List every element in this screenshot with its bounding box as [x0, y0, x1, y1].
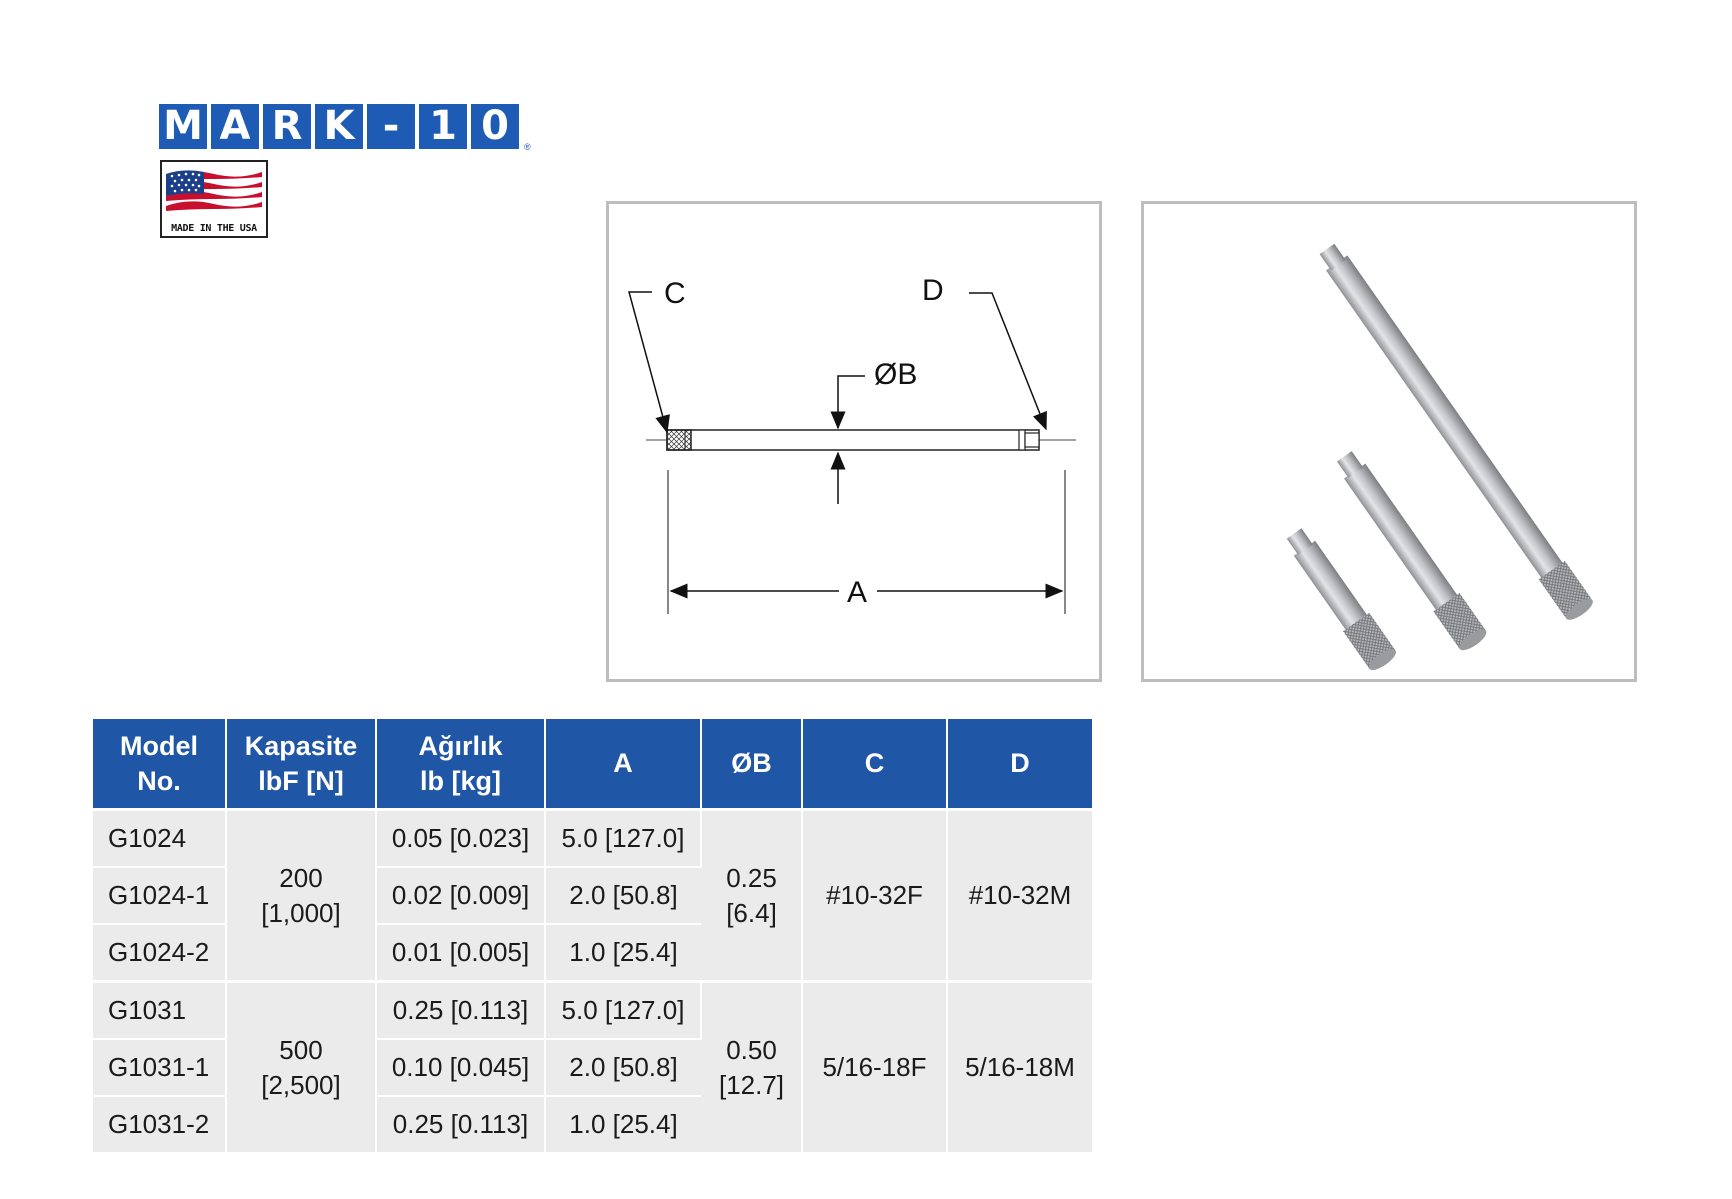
logo-letter: - — [367, 104, 415, 149]
capacity-cell: 200 [1,000] — [226, 810, 376, 982]
model-cell: G1024-2 — [93, 924, 226, 982]
logo-letter: 0 — [471, 104, 519, 149]
long-rod-image — [1314, 240, 1596, 624]
logo-letter: A — [211, 104, 259, 149]
a-cell: 1.0 [25.4] — [545, 924, 701, 982]
header-weight: Ağırlık lb [kg] — [376, 719, 545, 810]
label-a: A — [847, 576, 868, 609]
weight-cell: 0.05 [0.023] — [376, 810, 545, 868]
dimension-diagram-panel — [606, 201, 1102, 682]
a-cell: 2.0 [50.8] — [545, 1039, 701, 1096]
header-b: ØB — [701, 719, 802, 810]
a-cell: 5.0 [127.0] — [545, 810, 701, 868]
model-cell: G1024-1 — [93, 867, 226, 924]
c-cell: 5/16-18F — [802, 982, 947, 1154]
weight-cell: 0.02 [0.009] — [376, 867, 545, 924]
header-model: Model No. — [93, 719, 226, 810]
label-d: D — [922, 274, 944, 307]
label-b: ØB — [874, 358, 918, 391]
header-capacity: Kapasite lbF [N] — [226, 719, 376, 810]
logo-letter: 1 — [419, 104, 467, 149]
us-flag-icon — [164, 164, 264, 222]
made-in-usa-text: MADE IN THE USA — [171, 223, 257, 234]
capacity-cell: 500 [2,500] — [226, 982, 376, 1154]
extension-rods-photo — [1144, 204, 1634, 679]
a-cell: 5.0 [127.0] — [545, 982, 701, 1040]
weight-cell: 0.25 [0.113] — [376, 982, 545, 1040]
extension-rod-diagram — [609, 204, 1099, 679]
mark-10-logo — [159, 104, 531, 152]
weight-cell: 0.01 [0.005] — [376, 924, 545, 982]
table-row — [93, 810, 1092, 868]
model-cell: G1031 — [93, 982, 226, 1040]
model-cell: G1031-1 — [93, 1039, 226, 1096]
table-row — [93, 982, 1092, 1040]
registered-mark: ® — [524, 142, 531, 152]
header-c: C — [802, 719, 947, 810]
spec-table — [93, 719, 1092, 1154]
product-photo-panel — [1141, 201, 1637, 682]
a-cell: 2.0 [50.8] — [545, 867, 701, 924]
label-c: C — [664, 277, 686, 310]
c-cell: #10-32F — [802, 810, 947, 982]
a-cell: 1.0 [25.4] — [545, 1096, 701, 1153]
header-d: D — [947, 719, 1092, 810]
model-cell: G1024 — [93, 810, 226, 868]
logo-letter: K — [315, 104, 363, 149]
header-a: A — [545, 719, 701, 810]
made-in-usa-badge — [160, 160, 268, 238]
table-header-row — [93, 719, 1092, 810]
logo-letter: M — [159, 104, 207, 149]
short-rod-image — [1281, 524, 1399, 673]
weight-cell: 0.25 [0.113] — [376, 1096, 545, 1153]
d-cell: #10-32M — [947, 810, 1092, 982]
b-cell: 0.25 [6.4] — [701, 810, 802, 982]
model-cell: G1031-2 — [93, 1096, 226, 1153]
weight-cell: 0.10 [0.045] — [376, 1039, 545, 1096]
d-cell: 5/16-18M — [947, 982, 1092, 1154]
logo-letter: R — [263, 104, 311, 149]
b-cell: 0.50 [12.7] — [701, 982, 802, 1154]
